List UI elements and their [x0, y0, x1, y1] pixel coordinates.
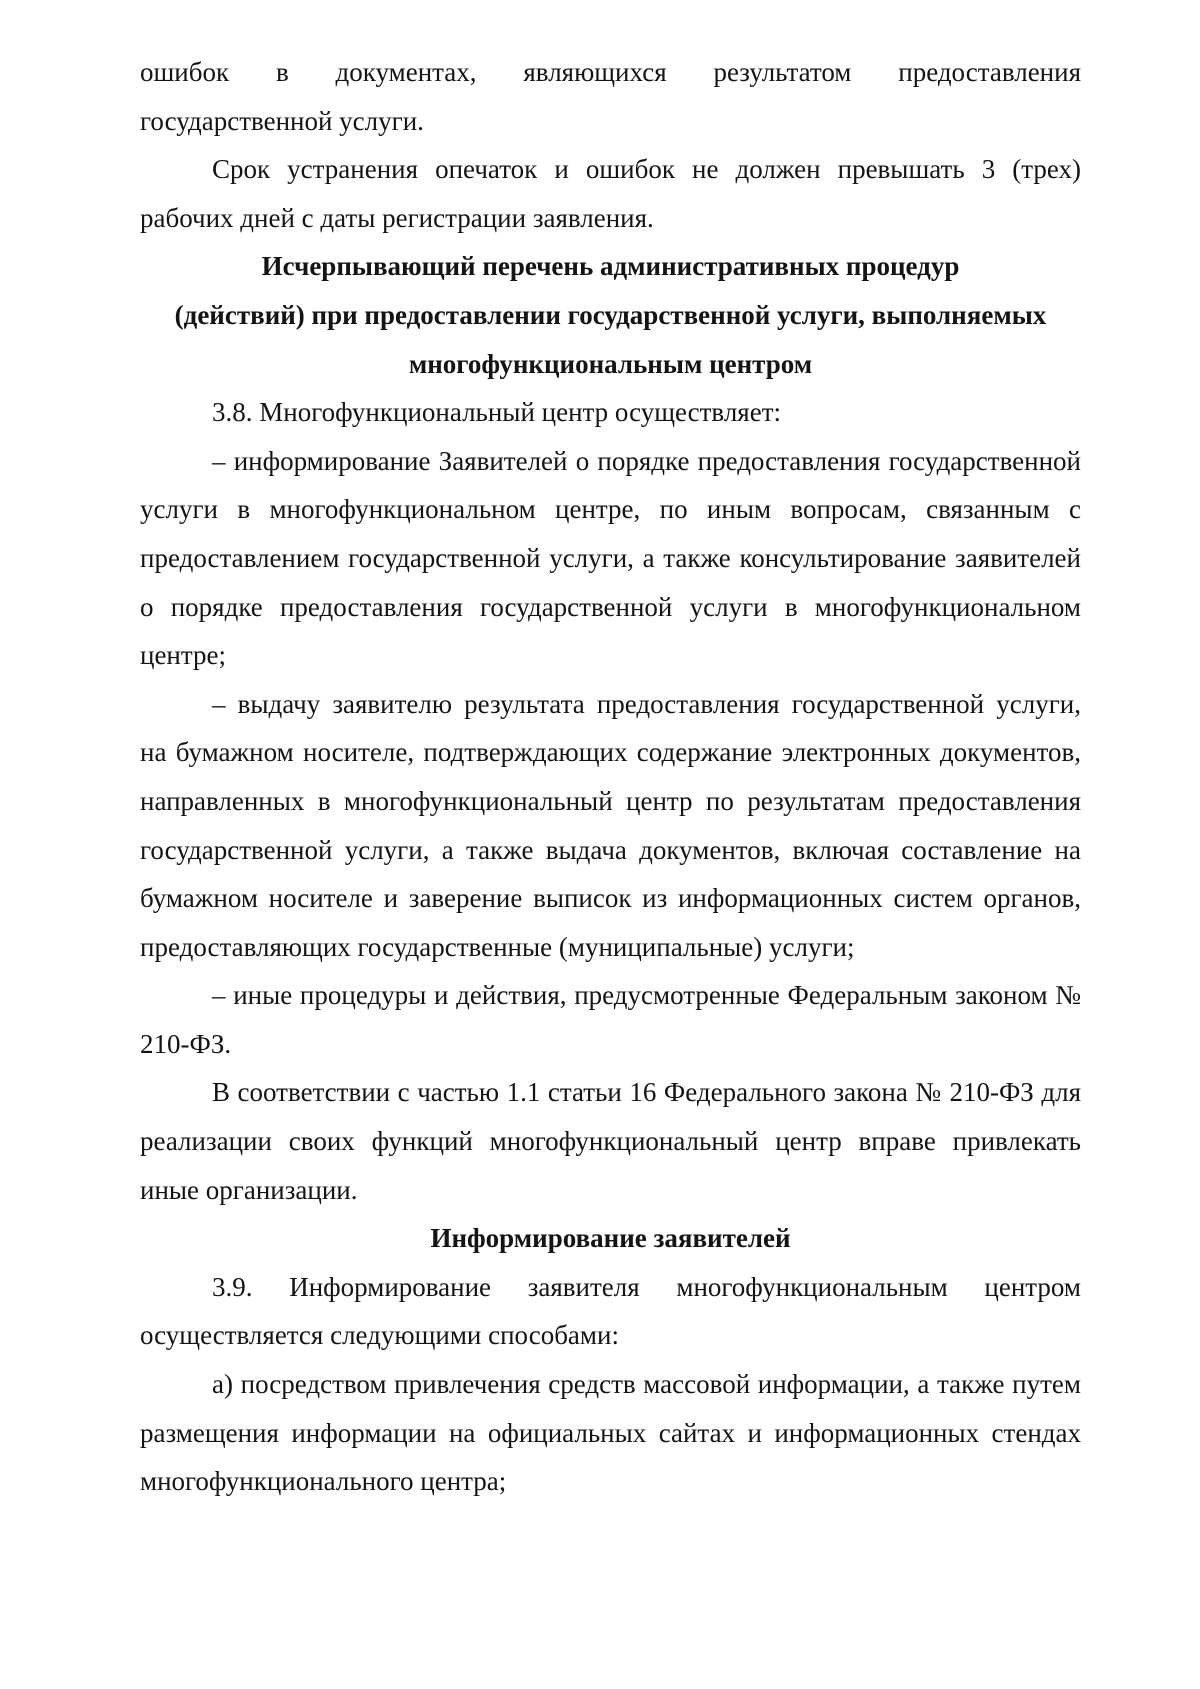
list-item-a: а) посредством привлечения средств массовой информации, а также путем размещения информации на официальных сайтах и информационных стендах многофункционального центра; — [140, 1369, 1081, 1497]
list-item-other-procedures: – иные процедуры и действия, предусмотренные Федеральным законом № 210-ФЗ. — [140, 980, 1081, 1059]
paragraph-3-8: 3.8. Многофункциональный центр осуществляет: — [212, 397, 782, 428]
section-heading-procedures-line1: Исчерпывающий перечень административных процедур — [261, 251, 960, 282]
section-heading-procedures-line3: многофункциональным центром — [408, 348, 813, 379]
paragraph-deadline: Срок устранения опечаток и ошибок не должен превышать 3 (трех) рабочих дней с даты регистрации заявления. — [140, 154, 1081, 233]
paragraph-3-9: 3.9. Информирование заявителя многофункциональным центром осуществляется следующими способами: — [140, 1271, 1081, 1351]
list-item-issuing: – выдачу заявителю результата предоставления государственной услуги, на бумажном носителе, подтверждающих содержание электронных документов, направленных в многофункциональный центр по результатам предоставления государственной услуги, а также выдача документов, включая составление на бумажном носителе и заверение выписок из информационных систем органов, предоставляющих государственные (муниципальные) услуги; — [140, 688, 1081, 962]
paragraph-continuation-line1: ошибок в документах, являющихся результатом предоставления — [140, 57, 1081, 87]
paragraph-law-reference: В соответствии с частью 1.1 статьи 16 Федерального закона № 210-ФЗ для реализации своих функций многофункциональный центр вправе привлекать иные организации. — [140, 1077, 1081, 1205]
document-body — [140, 48, 1081, 1506]
paragraph-continuation-line2: государственной услуги. — [140, 105, 424, 136]
section-heading-informing: Информирование заявителей — [430, 1223, 791, 1254]
section-heading-procedures-line2: (действий) при предоставлении государственной услуги, выполняемых — [174, 299, 1047, 330]
list-item-informing: – информирование Заявителей о порядке предоставления государственной услуги в многофункциональном центре, по иным вопросам, связанным с предоставлением государственной услуги, а также консультирование заявителей о порядке предоставления государственной услуги в многофункциональном центре; — [140, 445, 1081, 671]
